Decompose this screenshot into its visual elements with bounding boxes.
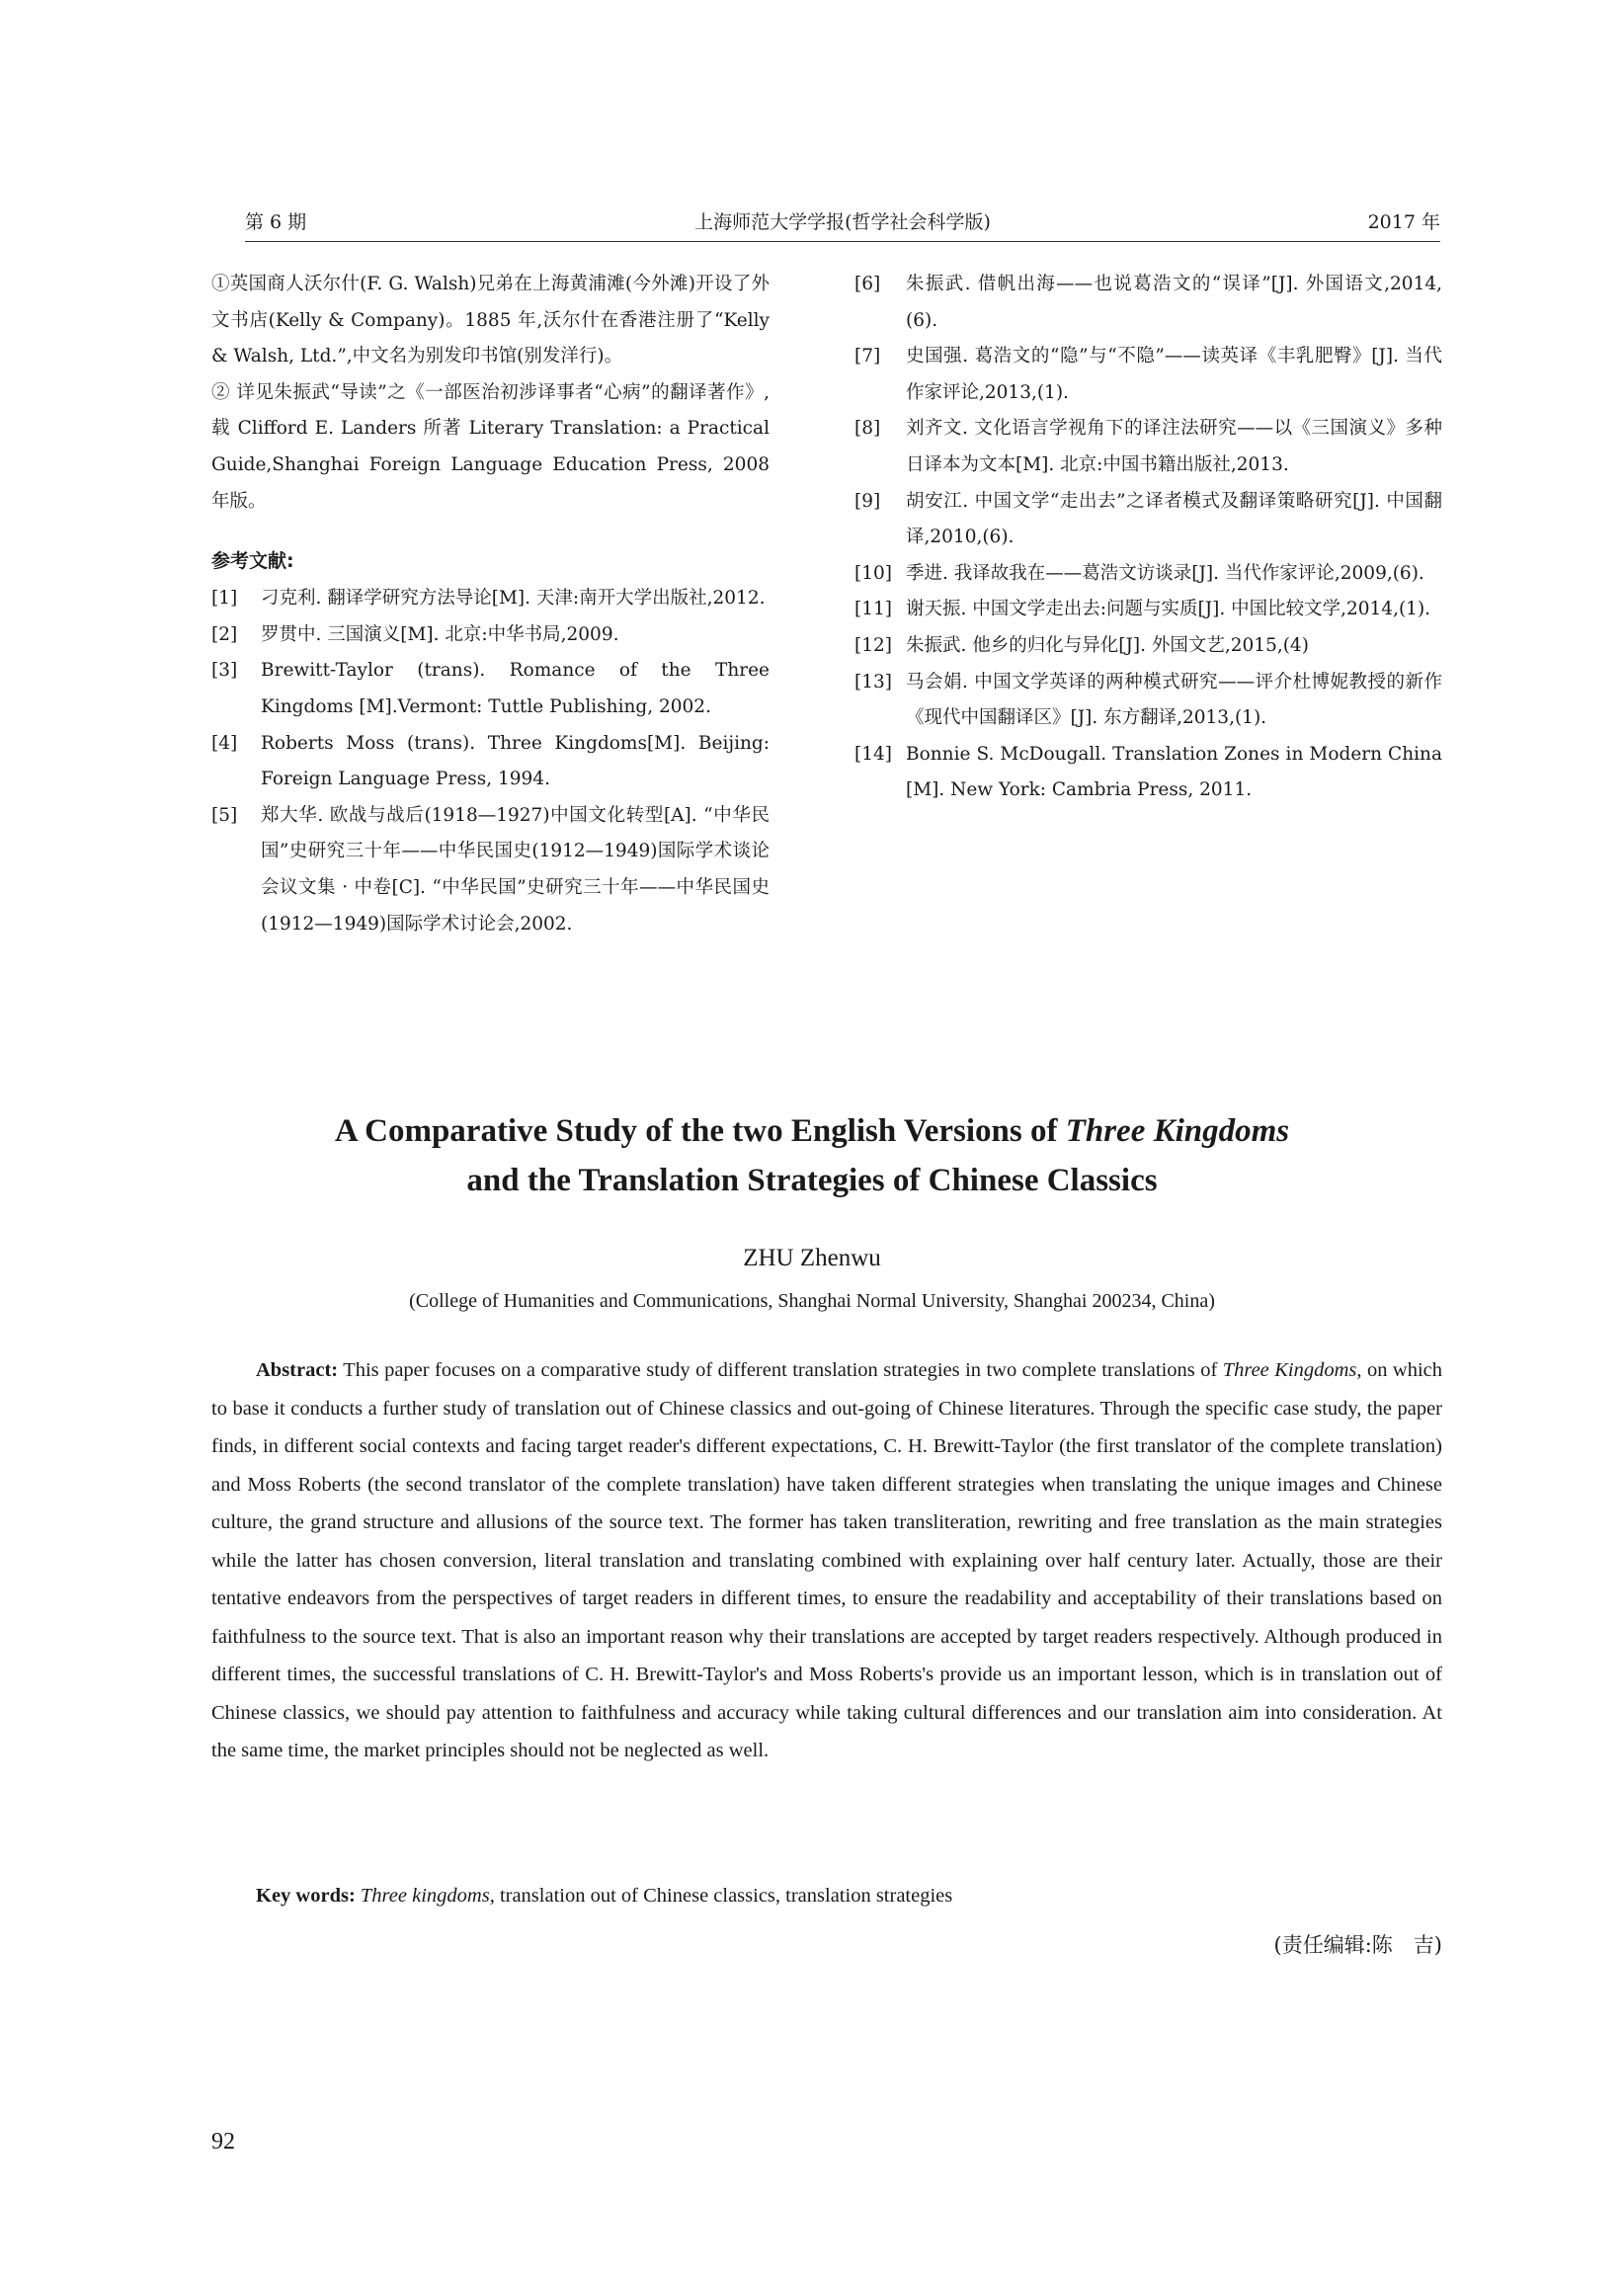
- reference-number: [2]: [211, 623, 238, 645]
- reference-item: [854, 339, 1442, 411]
- keywords-italic: Three kingdoms: [355, 1885, 490, 1907]
- reference-text: Brewitt-Taylor (trans). Romance of the Three Kingdoms [M].Vermont: Tuttle Publishing, 2002.: [261, 660, 770, 717]
- title-line1-prefix: A Comparative Study of the two English Versions of: [334, 1113, 1066, 1149]
- reference-number: [14]: [854, 743, 892, 765]
- reference-number: [8]: [854, 418, 881, 440]
- abstract: [211, 1351, 1442, 1770]
- reference-text: 刘齐文. 文化语言学视角下的译注法研究——以《三国演义》多种日译本为文本[M]. 北京:中国书籍出版社,2013.: [906, 418, 1442, 475]
- left-column: [211, 267, 770, 942]
- reference-text: 马会娟. 中国文学英译的两种模式研究——评介杜博妮教授的新作《现代中国翻译区》[J]. 东方翻译,2013,(1).: [906, 671, 1442, 729]
- author-affiliation: (College of Humanities and Communications, Shanghai Normal University, Shanghai 200234, China): [409, 1290, 1215, 1312]
- abstract-work-title: Three Kingdoms: [1222, 1359, 1357, 1381]
- title-line2: and the Translation Strategies of Chinese Classics: [466, 1163, 1158, 1198]
- year: 2017 年: [1367, 211, 1440, 233]
- reference-text: 罗贯中. 三国演义[M]. 北京:中华书局,2009.: [261, 623, 619, 645]
- reference-number: [11]: [854, 599, 892, 620]
- reference-text: 朱振武. 他乡的归化与异化[J]. 外国文艺,2015,(4): [906, 634, 1309, 656]
- reference-text: 胡安江. 中国文学“走出去”之译者模式及翻译策略研究[J]. 中国翻译,2010,(6).: [906, 490, 1442, 548]
- reference-text: 郑大华. 欧战与战后(1918—1927)中国文化转型[A]. “中华民国”史研究三十年——中华民国史(1912—1949)国际学术谈论会议文集 · 中卷[C]. “中华民国”史研究三十年——中华民国史(1912—1949)国际学术讨论会,2002.: [261, 804, 770, 935]
- footnote-1: ①英国商人沃尔什(F. G. Walsh)兄弟在上海黄浦滩(今外滩)开设了外文书店(Kelly & Company)。1885 年,沃尔什在香港注册了“Kelly & Walsh, Ltd.”,中文名为别发印书馆(别发洋行)。: [211, 274, 770, 367]
- references-heading: 参考文献:: [211, 550, 294, 573]
- reference-number: [1]: [211, 588, 238, 610]
- right-column: [854, 267, 1442, 809]
- reference-item: [854, 484, 1442, 556]
- reference-item: [854, 592, 1442, 628]
- reference-item: [854, 411, 1442, 483]
- reference-item: [854, 628, 1442, 665]
- reference-item: [854, 267, 1442, 339]
- reference-item: [211, 581, 770, 617]
- abstract-body: , on which to base it conducts a further study of translation out of Chinese classics and out-going of Chinese literatures. Through the specific case study, the paper finds, in different social contexts and facing target reader's different expectations, C. H. Brewitt-Taylor (the first translator of the complete translation) and Moss Roberts (the second translator of the complete translation) have taken different strategies when translating the unique images and Chinese culture, the grand structure and allusions of the source text. The former has taken transliteration, rewriting and free translation as the main strategies while the latter has chosen conversion, literal translation and translating combined with explaining over half century later. Actually, those are their tentative endeavors from the perspectives of target readers in different times, to ensure the readability and acceptability of their translations based on faithfulness to the source text. That is also an important reason why their translations are accepted by target readers respectively. Although produced in different times, the successful translations of C. H. Brewitt-Taylor's and Moss Roberts's provide us an important lesson, which is in translation out of Chinese classics, we should pay attention to faithfulness and accuracy while taking cultural differences and our translation aim into consideration. At the same time, the market principles should not be neglected as well.: [211, 1359, 1443, 1761]
- reference-item: [211, 726, 770, 798]
- abstract-intro: This paper focuses on a comparative study of different translation strategies in two complete translations of: [338, 1359, 1223, 1381]
- footnote-2: ② 详见朱振武“导读”之《一部医治初涉译事者“心病”的翻译著作》,载 Clifford E. Landers 所著 Literary Translation: a Practical Guide,Shanghai Foreign Language Education Press, 2008 年版。: [211, 381, 770, 512]
- reference-number: [10]: [854, 562, 892, 584]
- reference-item: [854, 737, 1442, 809]
- page-number: 92: [211, 2129, 235, 2155]
- keywords-label: Key words:: [256, 1885, 356, 1907]
- reference-text: 朱振武. 借帆出海——也说葛浩文的“误译”[J]. 外国语文,2014,(6).: [906, 274, 1442, 331]
- issue-number: 第 6 期: [245, 211, 307, 233]
- reference-item: [211, 798, 770, 942]
- journal-name: 上海师范大学学报(哲学社会科学版): [694, 211, 991, 233]
- keywords-rest: , translation out of Chinese classics, translation strategies: [489, 1885, 953, 1907]
- reference-text: 谢天振. 中国文学走出去:问题与实质[J]. 中国比较文学,2014,(1).: [906, 599, 1431, 620]
- author-name: ZHU Zhenwu: [743, 1245, 881, 1271]
- reference-item: [854, 665, 1442, 737]
- running-head: [245, 202, 1440, 242]
- reference-text: 季进. 我译故我在——葛浩文访谈录[J]. 当代作家评论,2009,(6).: [906, 562, 1424, 584]
- reference-number: [7]: [854, 346, 881, 367]
- title-italic-work: Three Kingdoms: [1065, 1113, 1290, 1149]
- reference-text: Bonnie S. McDougall. Translation Zones in Modern China [M]. New York: Cambria Press, 2011.: [906, 743, 1442, 801]
- reference-number: [6]: [854, 274, 881, 294]
- abstract-label: Abstract:: [256, 1359, 339, 1381]
- reference-item: [854, 556, 1442, 593]
- reference-text: 刁克利. 翻译学研究方法导论[M]. 天津:南开大学出版社,2012.: [261, 588, 766, 610]
- reference-number: [12]: [854, 634, 892, 656]
- english-title: [198, 1106, 1426, 1205]
- reference-item: [211, 653, 770, 725]
- reference-number: [13]: [854, 671, 892, 692]
- reference-number: [5]: [211, 804, 238, 826]
- reference-number: [4]: [211, 732, 238, 754]
- reference-number: [9]: [854, 490, 881, 512]
- reference-item: [211, 617, 770, 654]
- reference-text: 史国强. 葛浩文的“隐”与“不隐”——读英译《丰乳肥臀》[J]. 当代作家评论,2013,(1).: [906, 346, 1442, 403]
- reference-number: [3]: [211, 660, 238, 682]
- responsible-editor: (责任编辑:陈 吉): [1273, 1933, 1442, 1957]
- reference-text: Roberts Moss (trans). Three Kingdoms[M]. Beijing: Foreign Language Press, 1994.: [261, 732, 770, 790]
- keywords: [211, 1885, 1442, 1908]
